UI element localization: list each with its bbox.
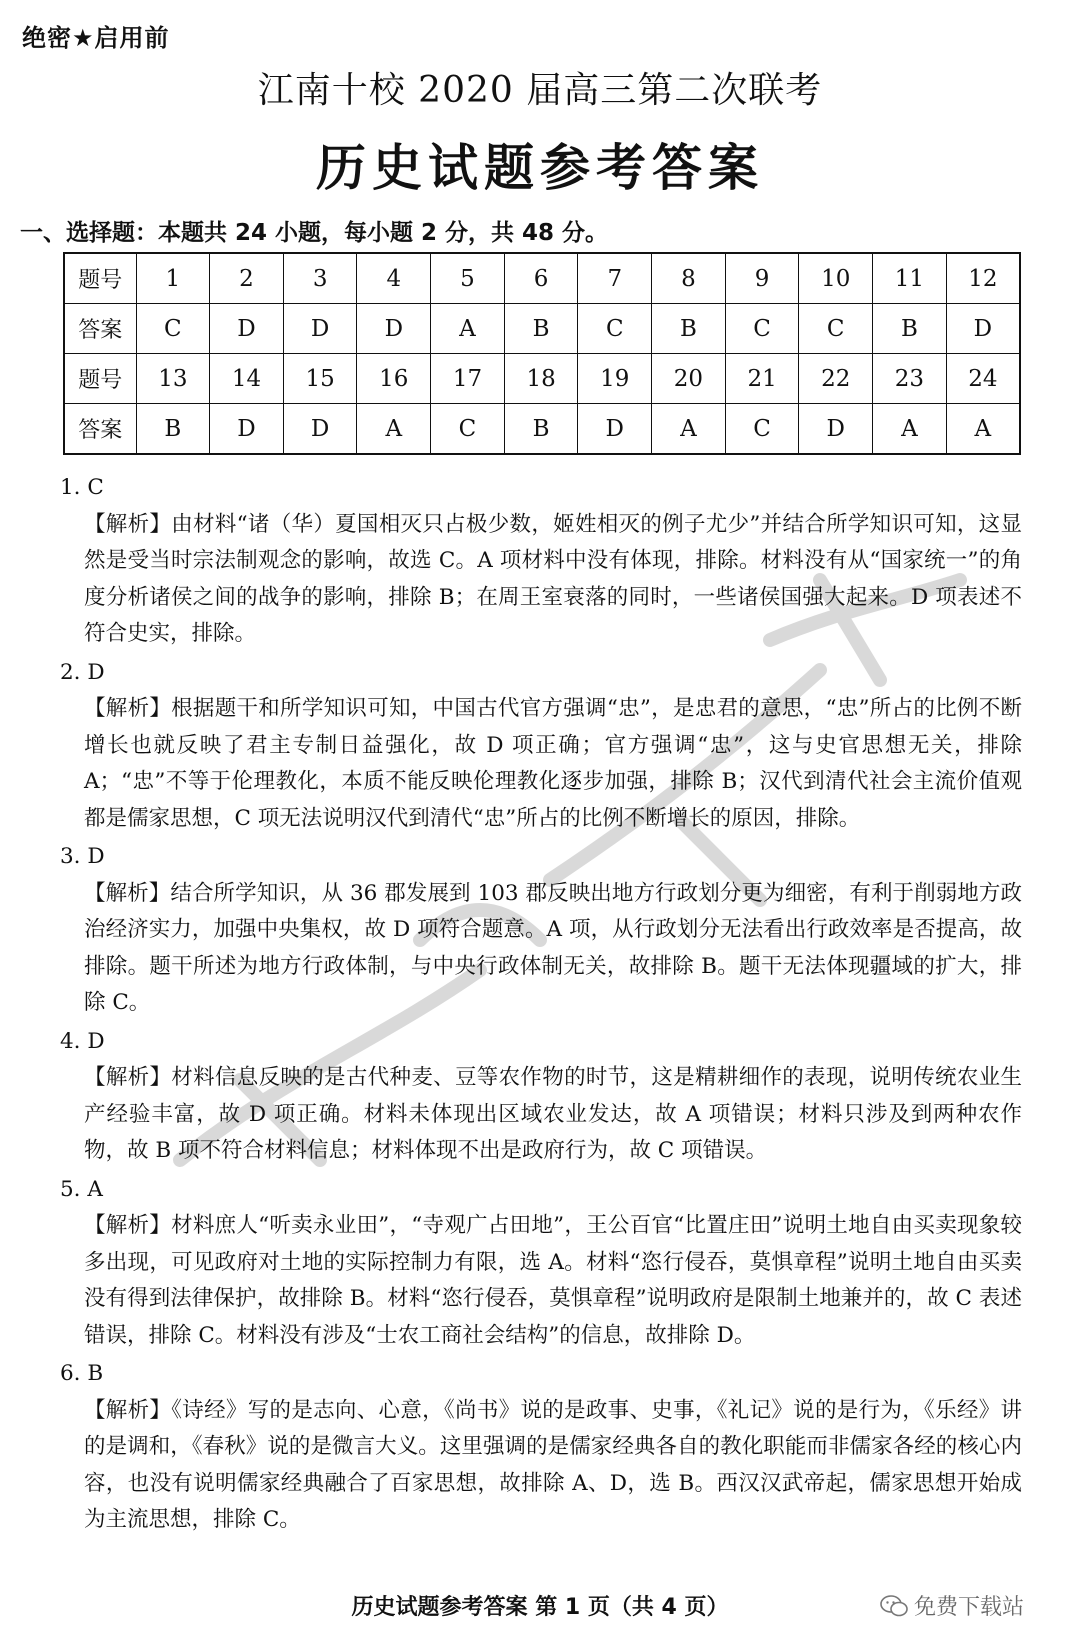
table-cell: D bbox=[210, 304, 284, 354]
table-cell: B bbox=[504, 404, 578, 455]
question-block bbox=[60, 839, 1022, 1022]
answer-table bbox=[63, 252, 1021, 455]
table-cell: 9 bbox=[725, 253, 799, 304]
question-number: 6. B bbox=[60, 1361, 104, 1386]
table-cell: 22 bbox=[799, 354, 873, 404]
table-row bbox=[64, 354, 1020, 404]
table-cell: 12 bbox=[946, 253, 1020, 304]
table-cell: A bbox=[652, 404, 726, 455]
table-cell: C bbox=[136, 304, 210, 354]
question-block bbox=[60, 1172, 1022, 1355]
table-cell: 4 bbox=[357, 253, 431, 304]
row-label: 题号 bbox=[64, 354, 136, 404]
question-number: 5. A bbox=[60, 1176, 103, 1202]
table-cell: 8 bbox=[652, 253, 726, 304]
question-explanation: 【解析】《诗经》写的是志向、心意，《尚书》说的是政事、史事，《礼记》说的是行为，《乐经》讲的是调和，《春秋》说的是微言大义。这里强调的是儒家经典各自的教化职能而非儒家各经的核心内容，也没有说明儒家经典融合了百家思想，故排除 A、D，选 B。西汉汉武帝起，儒家思想开始成为主流思想，排除 C。 bbox=[84, 1397, 1022, 1532]
question-explanation: 【解析】材料庶人“听卖永业田”，“寺观广占田地”，王公百官“比置庄田”说明土地自由买卖现象较多出现，可见政府对土地的实际控制力有限，选 A。材料“恣行侵吞，莫惧章程”说明土地自由买卖没有得到法律保护，故排除 B。材料“恣行侵吞，莫惧章程”说明政府是限制土地兼并的，故 C 表述错误，排除 C。材料没有涉及“士农工商社会结构”的信息，故排除 D。 bbox=[84, 1213, 1022, 1348]
table-cell: C bbox=[431, 404, 505, 455]
question-block bbox=[60, 1024, 1022, 1170]
table-cell: 16 bbox=[357, 354, 431, 404]
table-cell: 17 bbox=[431, 354, 505, 404]
table-cell: A bbox=[946, 404, 1020, 455]
table-cell: C bbox=[799, 304, 873, 354]
table-cell: 24 bbox=[946, 354, 1020, 404]
table-cell: 1 bbox=[136, 253, 210, 304]
table-cell: C bbox=[578, 304, 652, 354]
table-cell: D bbox=[578, 404, 652, 455]
row-label: 答案 bbox=[64, 304, 136, 354]
table-cell: 23 bbox=[873, 354, 947, 404]
question-explanation: 【解析】根据题干和所学知识可知，中国古代官方强调“忠”，是忠君的意思，“忠”所占的比例不断增长也就反映了君主专制日益强化，故 D 项正确；官方强调“忠”，这与史官思想无关，排除 A；“忠”不等于伦理教化，本质不能反映伦理教化逐步加强，排除 B；汉代到清代社会主流价值观都是儒家思想，C 项无法说明汉代到清代“忠”所占的比例不断增长的原因，排除。 bbox=[84, 696, 1022, 831]
table-cell: D bbox=[946, 304, 1020, 354]
question-block bbox=[60, 655, 1022, 838]
section-heading: 一、选择题：本题共 24 小题，每小题 2 分，共 48 分。 bbox=[20, 220, 609, 246]
table-cell: B bbox=[652, 304, 726, 354]
table-row bbox=[64, 404, 1020, 455]
table-cell: A bbox=[431, 304, 505, 354]
row-label: 题号 bbox=[64, 253, 136, 304]
brand-mark bbox=[880, 1590, 1024, 1621]
table-cell: 13 bbox=[136, 354, 210, 404]
question-number: 4. D bbox=[60, 1028, 105, 1054]
table-cell: D bbox=[283, 404, 357, 455]
exam-title: 江南十校 2020 届高三第二次联考 bbox=[257, 70, 823, 111]
table-cell: B bbox=[504, 304, 578, 354]
table-cell: 19 bbox=[578, 354, 652, 404]
question-block bbox=[60, 1356, 1022, 1539]
table-cell: C bbox=[725, 304, 799, 354]
table-row bbox=[64, 304, 1020, 354]
question-number: 1. C bbox=[60, 475, 104, 500]
question-number: 2. D bbox=[60, 659, 105, 685]
row-label: 答案 bbox=[64, 404, 136, 455]
question-number: 3. D bbox=[60, 844, 105, 869]
table-cell: 10 bbox=[799, 253, 873, 304]
table-cell: 2 bbox=[210, 253, 284, 304]
table-cell: D bbox=[210, 404, 284, 455]
table-cell: B bbox=[873, 304, 947, 354]
wechat-icon bbox=[880, 1595, 908, 1617]
page-title: 历史试题参考答案 bbox=[316, 139, 764, 197]
answer-explanations bbox=[60, 470, 1022, 1541]
question-explanation: 【解析】结合所学知识，从 36 郡发展到 103 郡反映出地方行政划分更为细密，有利于削弱地方政治经济实力，加强中央集权，故 D 项符合题意。A 项，从行政划分无法看出行政效率是否提高，故排除。题干所述为地方行政体制，与中央行政体制无关，故排除 B。题干无法体现疆域的扩大，排除 C。 bbox=[84, 880, 1022, 1015]
page-footer: 历史试题参考答案 第 1 页（共 4 页） bbox=[351, 1595, 729, 1620]
table-row bbox=[64, 253, 1020, 304]
confidential-label: 绝密★启用前 bbox=[22, 24, 170, 52]
table-cell: 6 bbox=[504, 253, 578, 304]
table-cell: A bbox=[357, 404, 431, 455]
question-explanation: 【解析】由材料“诸（华）夏国相灭只占极少数，姬姓相灭的例子尤少”并结合所学知识可知，这显然是受当时宗法制观念的影响，故选 C。A 项材料中没有体现，排除。材料没有从“国家统一”的角度分析诸侯之间的战争的影响，排除 B；在周王室衰落的同时，一些诸侯国强大起来。D 项表述不符合史实，排除。 bbox=[84, 511, 1022, 646]
table-cell: 14 bbox=[210, 354, 284, 404]
table-cell: 20 bbox=[652, 354, 726, 404]
question-explanation: 【解析】材料信息反映的是古代种麦、豆等农作物的时节，这是精耕细作的表现，说明传统农业生产经验丰富，故 D 项正确。材料未体现出区域农业发达，故 A 项错误；材料只涉及到两种农作物，故 B 项不符合材料信息；材料体现不出是政府行为，故 C 项错误。 bbox=[84, 1065, 1022, 1163]
brand-text: 免费下载站 bbox=[914, 1595, 1025, 1620]
table-cell: C bbox=[725, 404, 799, 455]
table-cell: 18 bbox=[504, 354, 578, 404]
table-cell: A bbox=[873, 404, 947, 455]
table-cell: D bbox=[283, 304, 357, 354]
table-cell: 21 bbox=[725, 354, 799, 404]
table-cell: D bbox=[357, 304, 431, 354]
table-cell: 15 bbox=[283, 354, 357, 404]
table-cell: D bbox=[799, 404, 873, 455]
table-cell: 3 bbox=[283, 253, 357, 304]
table-cell: B bbox=[136, 404, 210, 455]
table-cell: 5 bbox=[431, 253, 505, 304]
question-block bbox=[60, 470, 1022, 653]
table-cell: 7 bbox=[578, 253, 652, 304]
table-cell: 11 bbox=[873, 253, 947, 304]
